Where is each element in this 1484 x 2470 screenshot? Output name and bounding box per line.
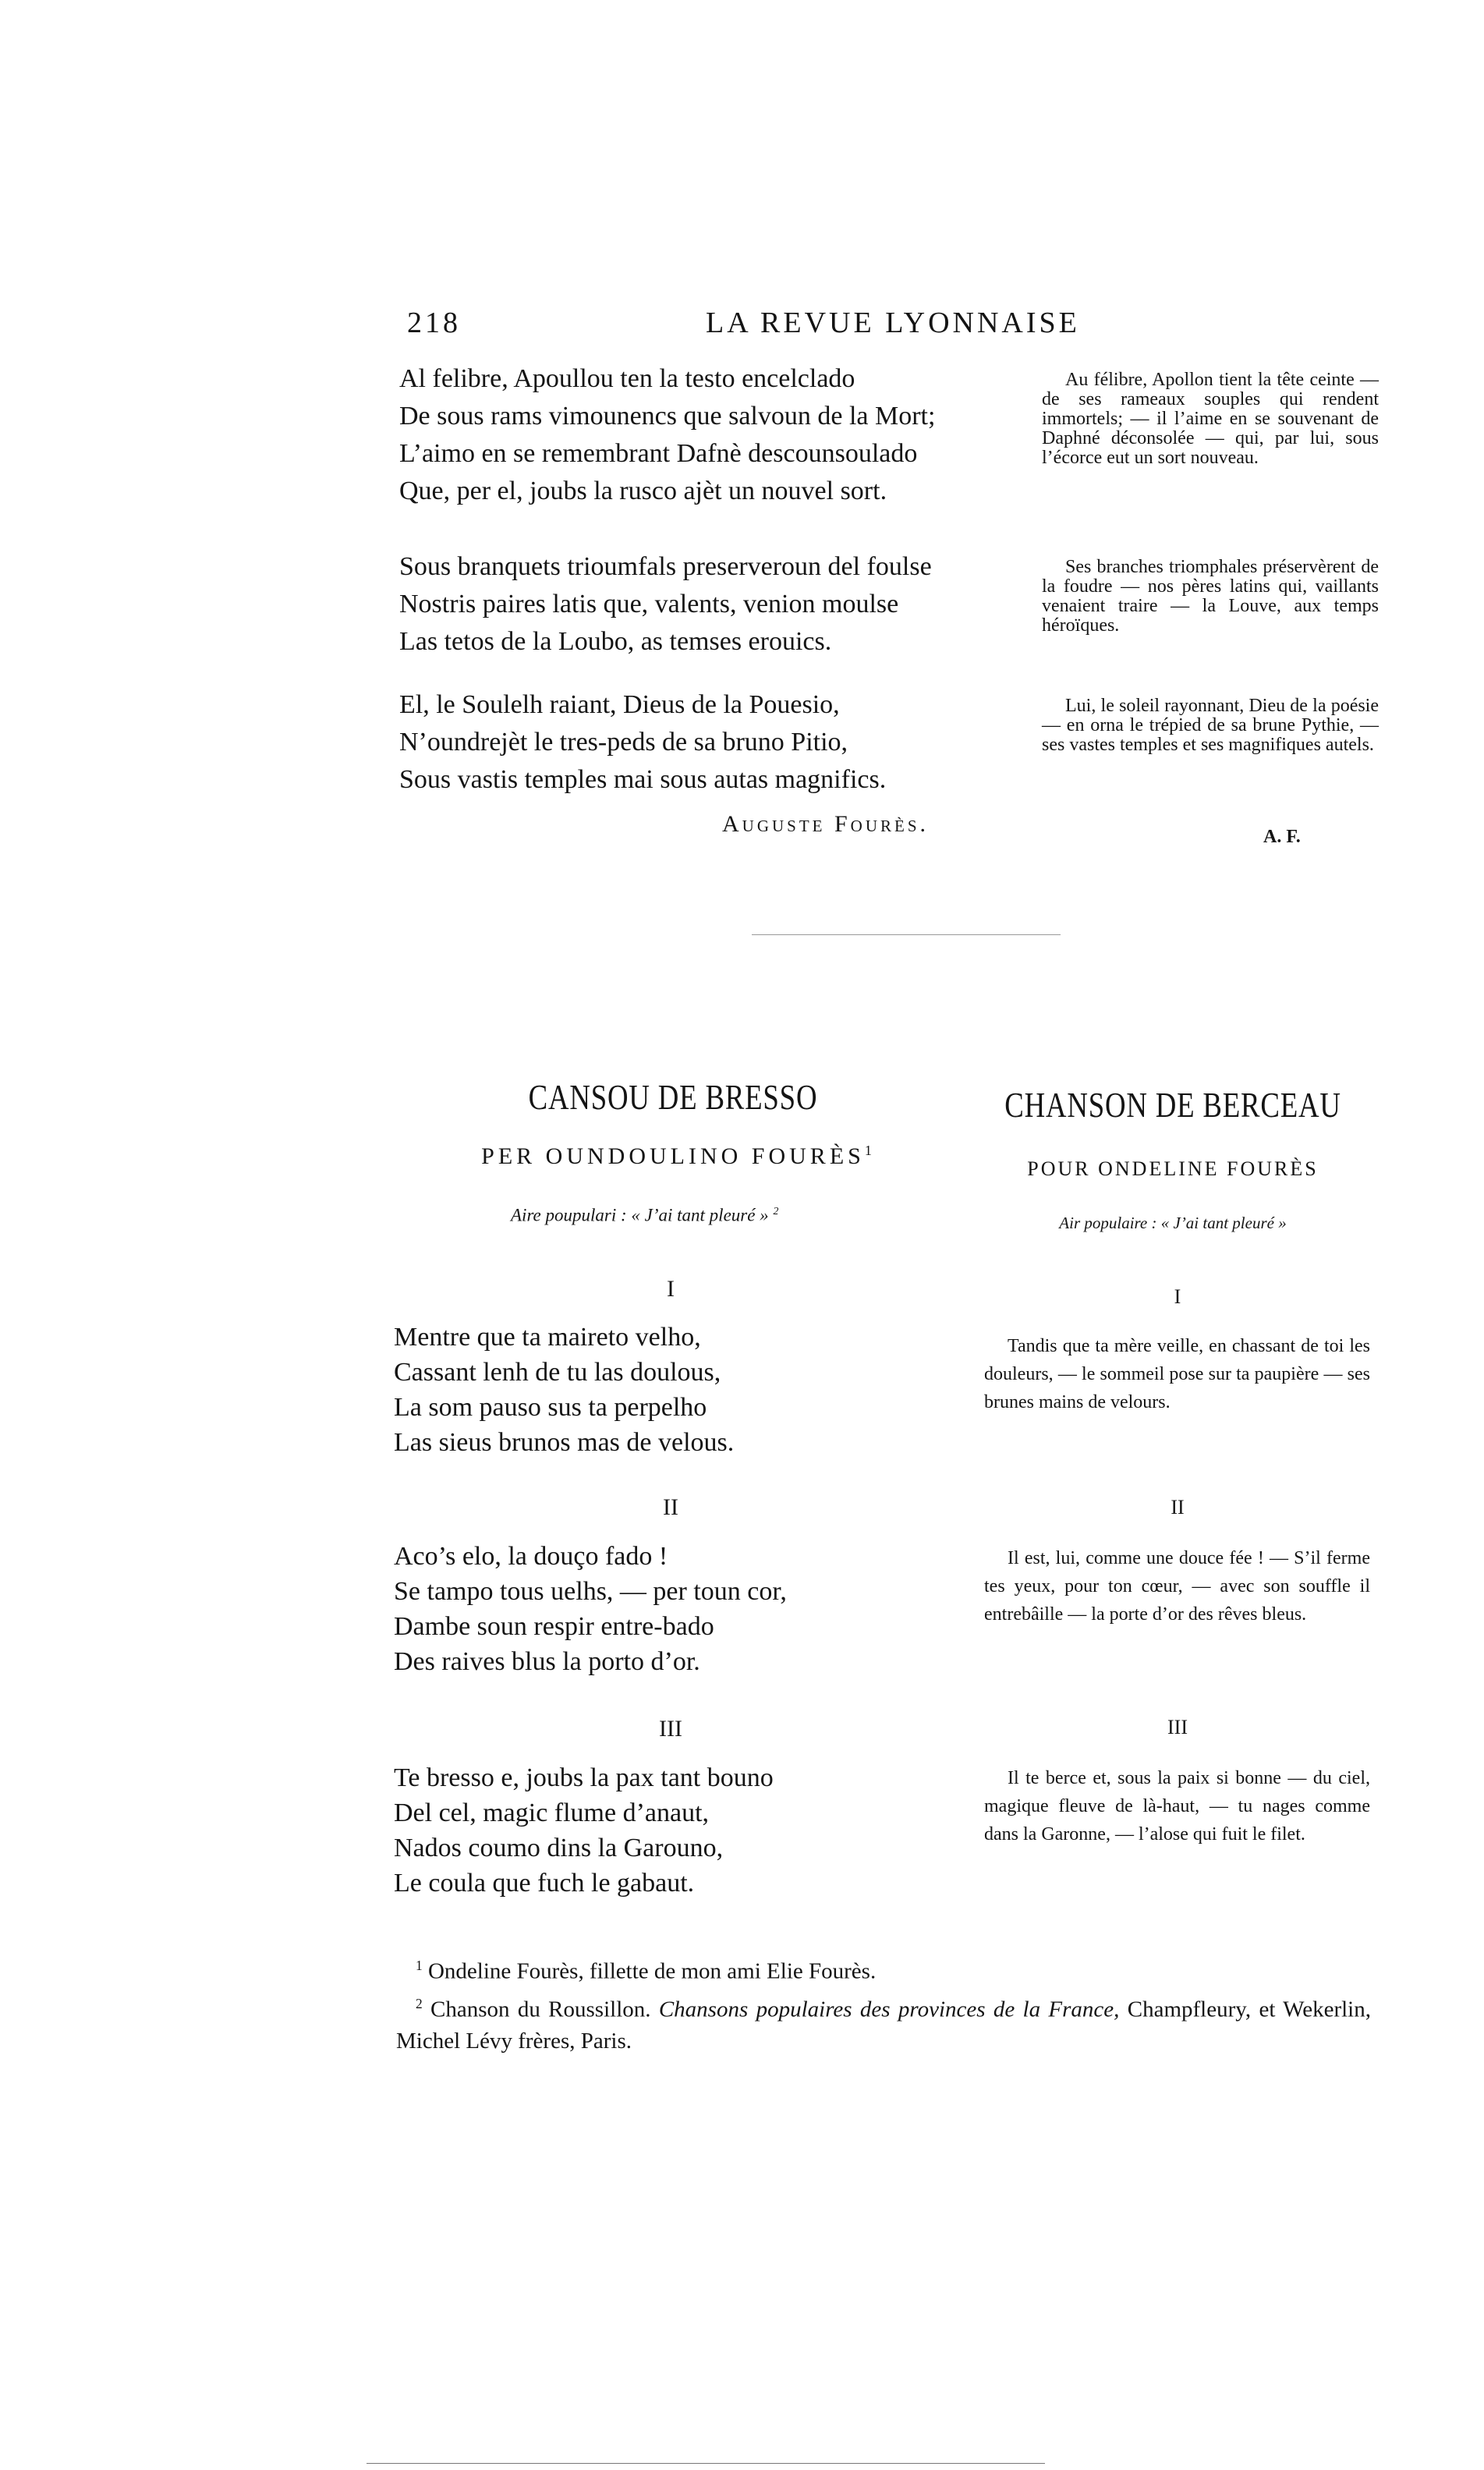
poem1-stanza-2 [399, 548, 932, 661]
footnote-book-title: Chansons populaires des provinces de la France, [658, 1997, 1120, 2022]
stanza-numeral: III [1167, 1716, 1188, 1738]
poem2-air [511, 1205, 778, 1226]
translation-paragraph: Au félibre, Apollon tient la tête ceinte — de ses rameaux souples qui rendent immortels; — il l’aime en se souvenant de Daphné déconsolée — qui, par lui, sous l’écorce eut un sort nouveau. [1042, 370, 1379, 468]
verse-line: L’aimo en se remembrant Dafnè descounsoulado [399, 439, 918, 468]
translation2-title: CHANSON DE BERCEAU [1004, 1085, 1341, 1125]
poem2-title: CANSOU DE BRESSO [528, 1077, 818, 1117]
verse-line: El, le Soulelh raiant, Dieus de la Pouesio, [399, 690, 840, 719]
verse-line: N’oundrejèt le tres-peds de sa bruno Pitio, [399, 728, 848, 757]
footnote-ref: 1 [864, 1143, 876, 1158]
stanza-numeral: I [1174, 1285, 1181, 1308]
stanza-numeral: I [667, 1276, 675, 1302]
verse-line: Que, per el, joubs la rusco ajèt un nouvel sort. [399, 477, 887, 505]
footnote-text: Champfleury, et Wekerlin, Michel Lévy frères, Paris. [396, 1997, 1371, 2054]
verse-line: Mentre que ta maireto velho, [394, 1323, 701, 1352]
poem2-stanza-3 [394, 1760, 774, 1901]
poem2-stanza-1 [394, 1320, 734, 1460]
verse-line: De sous rams vimounencs que salvoun de la Mort; [399, 402, 936, 431]
verse-line: La som pauso sus ta perpelho [394, 1393, 707, 1422]
verse-line: Dambe soun respir entre-bado [394, 1612, 714, 1641]
verse-line: Al felibre, Apoullou ten la testo encelclado [399, 364, 855, 393]
verse-line: Nados coumo dins la Garouno, [394, 1834, 724, 1862]
verse-line: Las sieus brunos mas de velous. [394, 1428, 735, 1457]
verse-line: Le coula que fuch le gabaut. [394, 1869, 695, 1898]
poem1-stanza-3 [399, 686, 886, 799]
footnote-mark: 1 [416, 1958, 423, 1973]
air-text: Aire poupulari : « J’ai tant pleuré » [511, 1205, 769, 1225]
verse-line: Sous vastis temples mai sous autas magnifics. [399, 765, 887, 794]
footnotes [396, 1950, 1371, 2057]
verse-line: Te bresso e, joubs la pax tant bouno [394, 1763, 774, 1792]
verse-line: Del cel, magic flume d’anaut, [394, 1798, 710, 1827]
page-bottom-rule [367, 2463, 1045, 2464]
footnote-2 [396, 1988, 1371, 2058]
footnote-1 [396, 1950, 1371, 1988]
translation2-air: Air populaire : « J’ai tant pleuré » [1059, 1214, 1287, 1232]
translation2-dedication: POUR ONDELINE FOURÈS [1027, 1157, 1319, 1180]
verse-line: Des raives blus la porto d’or. [394, 1647, 700, 1676]
verse-line: Cassant lenh de tu las doulous, [394, 1358, 721, 1387]
footnote-ref: 2 [773, 1205, 779, 1217]
verse-line: Nostris paires latis que, valents, venion moulse [399, 590, 899, 618]
poem2-stanza-2 [394, 1539, 787, 1679]
footnote-text: Chanson du Roussillon. [430, 1997, 651, 2022]
dedication-text: PER OUNDOULINO FOURÈS [481, 1143, 865, 1169]
author-signature: Auguste Fourès. [722, 811, 930, 837]
translator-signature: A. F. [1263, 827, 1301, 847]
verse-line: Se tampo tous uelhs, — per toun cor, [394, 1577, 787, 1606]
verse-line: Las tetos de la Loubo, as temses erouics. [399, 627, 832, 656]
section-divider [752, 934, 1061, 935]
stanza-numeral: II [663, 1494, 678, 1520]
footnote-mark: 2 [416, 1995, 423, 2011]
verse-line: Sous branquets trioumfals preserveroun del foulse [399, 552, 932, 581]
stanza-numeral: II [1171, 1496, 1185, 1519]
poem1-stanza-1 [399, 360, 935, 510]
translation-paragraph: Lui, le soleil rayonnant, Dieu de la poésie — en orna le trépied de sa brune Pythie, — ses vastes temples et ses magnifiques autels. [1042, 696, 1379, 755]
page-number: 218 [407, 307, 461, 339]
footnote-text: Ondeline Fourès, fillette de mon ami Elie Fourès. [427, 1958, 877, 1984]
verse-line: Aco’s elo, la douço fado ! [394, 1542, 668, 1571]
poem2-dedication [406, 1143, 951, 1170]
translation-paragraph: Il te berce et, sous la paix si bonne — du ciel, magique fleuve de là-haut, — tu nages comme dans la Garonne, — l’alose qui fuit le filet. [984, 1768, 1370, 1845]
translation-paragraph: Ses branches triomphales préservèrent de la foudre — nos pères latins qui, vaillants venaient traire — la Louve, aux temps héroïques. [1042, 557, 1379, 636]
stanza-numeral: III [659, 1716, 682, 1742]
translation-paragraph: Il est, lui, comme une douce fée ! — S’il ferme tes yeux, pour ton cœur, — avec son souffle il entrebâille — la porte d’or des rêves bleus. [984, 1548, 1370, 1625]
running-title: LA REVUE LYONNAISE [706, 307, 1080, 339]
translation-paragraph: Tandis que ta mère veille, en chassant de toi les douleurs, — le sommeil pose sur ta paupière — ses brunes mains de velours. [984, 1336, 1370, 1412]
